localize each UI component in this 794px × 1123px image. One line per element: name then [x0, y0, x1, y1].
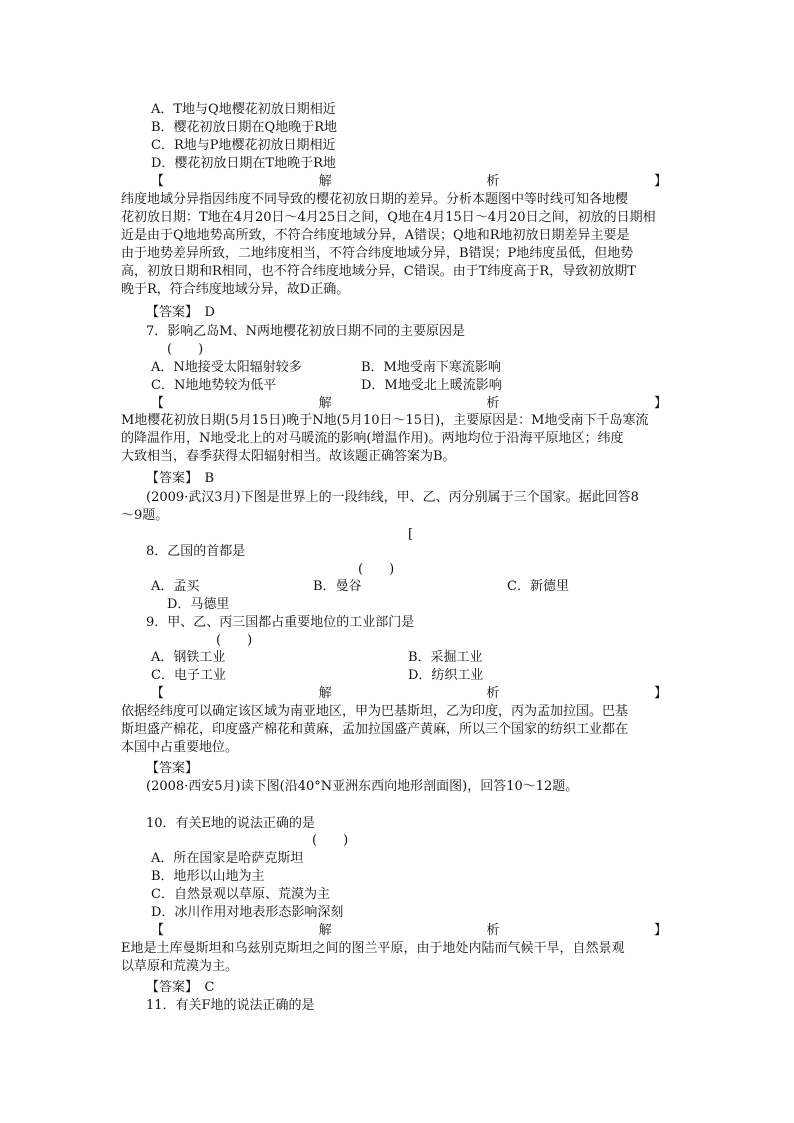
bracket-open: 【	[151, 174, 165, 189]
q6-analysis-heading	[151, 173, 667, 191]
q10-analysis-line: E地是土库曼斯坦和乌兹别克斯坦之间的图兰平原，由于地处内陆而气候干旱，自然景观	[121, 941, 625, 956]
q7-answer: 【答案】 B	[146, 471, 215, 486]
bracket-close: 】	[653, 686, 667, 701]
jie-char: 解	[318, 396, 332, 411]
q10-analysis-line: 以草原和荒漠为主。	[121, 959, 239, 974]
q9-option-d: D．纺织工业	[408, 668, 484, 683]
q6-analysis-line: 由于地势差异所致，二地纬度相当，不符合纬度地域分异，B错误；P地纬度虽低，但地势	[121, 246, 634, 261]
q10-option-a: A．所在国家是哈萨克斯坦	[151, 851, 304, 866]
q7-option-b: B．M地受南下寒流影响	[361, 360, 501, 375]
q11-stem: 11．有关F地的说法正确的是	[146, 998, 315, 1013]
jie-char: 解	[318, 923, 332, 938]
q6-analysis-line: 高，初放日期和R相同，也不符合纬度地域分异，C错误。由于T纬度高于R，导致初放期T	[121, 264, 636, 279]
jie-char: 解	[318, 174, 332, 189]
q7-analysis-line: M地樱花初放日期(5月15日)晚于N地(5月10日～15日)，主要原因是：M地受南下千岛寒流	[121, 413, 649, 428]
q7-option-d: D．M地受北上暖流影响	[361, 378, 502, 393]
q7-analysis-heading	[151, 395, 667, 413]
q9-analysis-heading	[151, 685, 667, 703]
q6-option-a: A．T地与Q地樱花初放日期相近	[151, 102, 336, 117]
xi-char: 析	[486, 686, 500, 701]
q6-option-d: D．樱花初放日期在T地晚于R地	[151, 156, 336, 171]
q10-answer-paren: ( )	[312, 833, 349, 848]
q8-option-d: D．马德里	[167, 597, 230, 612]
bracket-close: 】	[653, 174, 667, 189]
q6-answer: 【答案】 D	[146, 305, 215, 320]
bracket-open: 【	[151, 686, 165, 701]
q6-analysis-line: 纬度地域分异指因纬度不同导致的樱花初放日期的差异。分析本题图中等时线可知各地樱	[121, 192, 629, 207]
q8-stem: 8．乙国的首都是	[146, 544, 246, 559]
q9-stem: 9．甲、乙、丙三国都占重要地位的工业部门是	[146, 615, 415, 630]
intro-10-12: (2008·西安5月)读下图(沿40°N亚洲东西向地形剖面图)，回答10～12题。	[146, 779, 579, 794]
q9-analysis-line: 依据经纬度可以确定该区域为南亚地区，甲为巴基斯坦，乙为印度，丙为孟加拉国。巴基	[121, 704, 629, 719]
q6-analysis-line: 近是由于Q地地势高所致，不符合纬度地域分异，A错误；Q地和R地初放日期差异主要是	[121, 228, 630, 243]
q10-option-b: B．地形以山地为主	[151, 869, 265, 884]
q6-analysis-line: 晚于R，符合纬度地域分异，故D正确。	[121, 282, 350, 297]
intro-8-9-line: ～9题。	[121, 508, 169, 523]
q10-option-c: C．自然景观以草原、荒漠为主	[151, 887, 330, 902]
bracket-open: 【	[151, 396, 165, 411]
bracket-mark: [	[408, 527, 414, 542]
q10-analysis-heading	[151, 922, 667, 940]
q7-stem: 7．影响乙岛M、N两地樱花初放日期不同的主要原因是	[146, 324, 465, 339]
intro-8-9-line: (2009·武汉3月)下图是世界上的一段纬线，甲、乙、丙分别属于三个国家。据此回答8	[146, 490, 639, 505]
jie-char: 解	[318, 686, 332, 701]
xi-char: 析	[486, 396, 500, 411]
q7-answer-paren: ( )	[167, 342, 204, 357]
q8-answer-paren: ( )	[358, 562, 395, 577]
q8-option-a: A．孟买	[151, 579, 200, 594]
q9-answer-paren: ( )	[216, 633, 253, 648]
bracket-open: 【	[151, 923, 165, 938]
xi-char: 析	[486, 923, 500, 938]
q9-option-c: C．电子工业	[151, 668, 226, 683]
q8-option-c: C．新德里	[507, 579, 569, 594]
q10-option-d: D．冰川作用对地表形态影响深刻	[151, 905, 344, 920]
q7-analysis-line: 的降温作用，N地受北上的对马暖流的影响(增温作用)。两地均位于沿海平原地区；纬度	[121, 431, 624, 446]
q9-answer: 【答案】	[146, 761, 199, 776]
q9-option-a: A．钢铁工业	[151, 650, 226, 665]
q7-option-a: A．N地接受太阳辐射较多	[151, 360, 302, 375]
q9-analysis-line: 斯坦盛产棉花，印度盛产棉花和黄麻，孟加拉国盛产黄麻，所以三个国家的纺织工业都在	[121, 722, 629, 737]
q9-option-b: B．采掘工业	[408, 650, 483, 665]
q7-option-c: C．N地地势较为低平	[151, 378, 277, 393]
q10-answer: 【答案】 C	[146, 980, 215, 995]
bracket-close: 】	[653, 396, 667, 411]
q6-analysis-line: 花初放日期：T地在4月20日～4月25日之间，Q地在4月15日～4月20日之间，初放的日期相	[121, 210, 656, 225]
q6-option-b: B．樱花初放日期在Q地晚于R地	[151, 120, 337, 135]
q10-stem: 10．有关E地的说法正确的是	[146, 816, 316, 831]
q8-option-b: B．曼谷	[313, 579, 362, 594]
q6-option-c: C．R地与P地樱花初放日期相近	[151, 138, 336, 153]
q9-analysis-line: 本国中占重要地位。	[121, 740, 239, 755]
bracket-close: 】	[653, 923, 667, 938]
xi-char: 析	[486, 174, 500, 189]
q7-analysis-line: 大致相当，春季获得太阳辐射相当。故该题正确答案为B。	[121, 449, 456, 464]
